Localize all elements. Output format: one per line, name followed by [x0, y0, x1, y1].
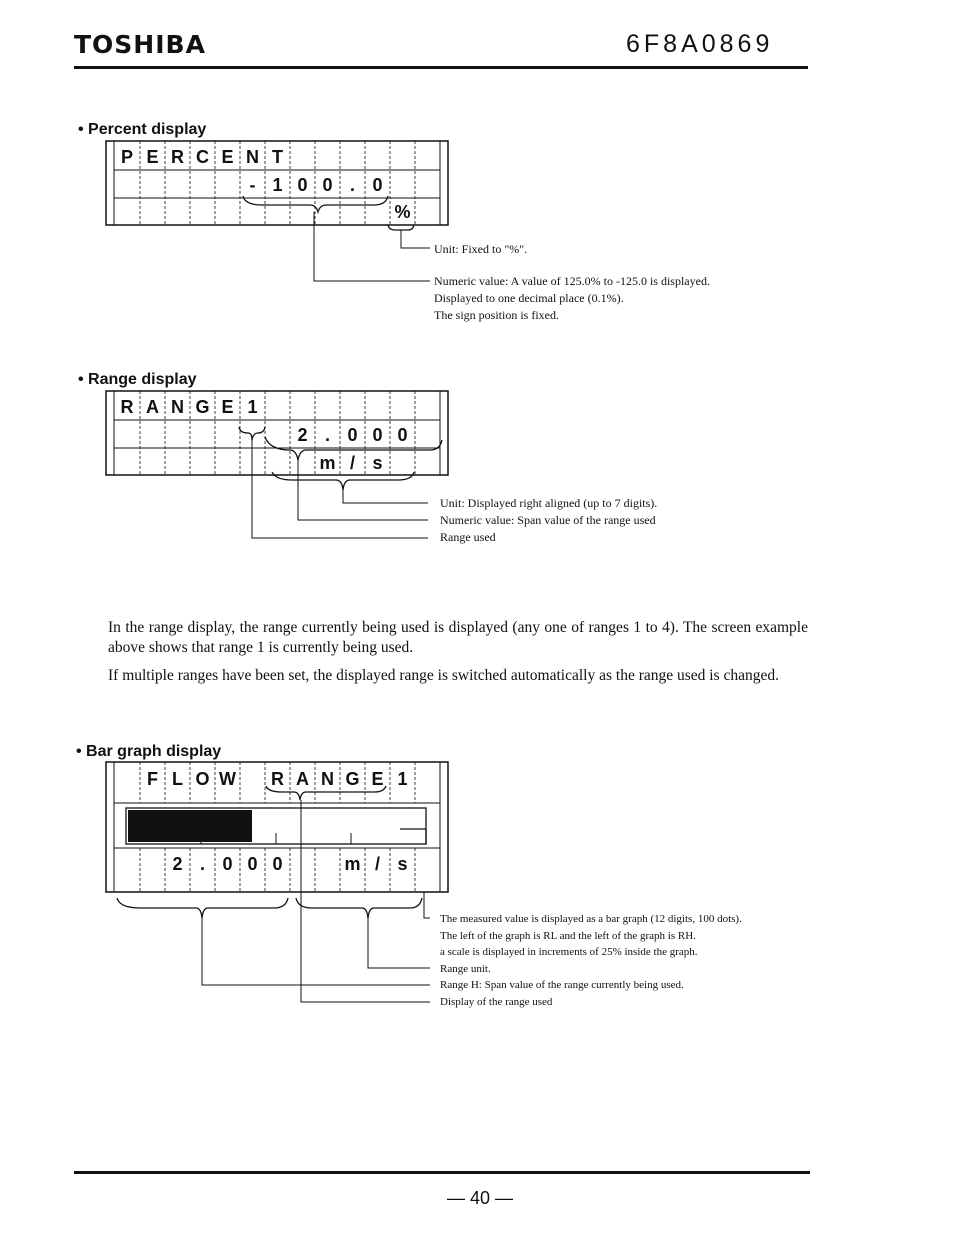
bargraph-row3b-char: s [397, 854, 408, 874]
percent-row1-char: E [221, 147, 234, 167]
range-row3-char: / [349, 453, 356, 473]
bargraph-range-used-note: Display of the range used [440, 996, 553, 1008]
bargraph-bar-note-3: a scale is displayed in increments of 25% inside the graph. [440, 946, 698, 958]
range-row1-char: E [221, 397, 234, 417]
percent-row2-char: 0 [297, 175, 308, 195]
percent-row1-char: N [246, 147, 259, 167]
bargraph-row3a-char: . [199, 854, 206, 874]
body-paragraph-1: In the range display, the range currently being used is displayed (any one of ranges 1 to 4). The screen example above shows that range 1 is currently being used. [108, 619, 808, 656]
bargraph-row3a-char: 0 [247, 854, 258, 874]
percent-display-heading: • Percent display [78, 121, 207, 138]
percent-row2-char: - [249, 175, 256, 195]
bargraph-row1a-char: L [172, 769, 183, 789]
percent-row1-char: C [196, 147, 209, 167]
document-number: 6F8A0869 [626, 30, 774, 58]
bargraph-row1a-char: O [195, 769, 210, 789]
range-unit-leader [343, 490, 428, 503]
range-row1-char: 1 [247, 397, 258, 417]
range-row2-char: 0 [397, 425, 408, 445]
bargraph-row1b-char: R [271, 769, 284, 789]
percent-row2-char: . [349, 175, 356, 195]
percent-numeric-note-2: Displayed to one decimal place (0.1%). [434, 291, 624, 305]
brand-logo: TOSHIBA [74, 30, 206, 59]
range-used-leader [252, 440, 428, 538]
range-row3-char: m [319, 453, 336, 473]
bargraph-range-unit-note: Range unit. [440, 963, 491, 975]
range-number-brace [239, 427, 265, 440]
percent-unit-leader [401, 230, 430, 248]
bargraph-row1b-char: 1 [397, 769, 408, 789]
range-row1-char: R [120, 397, 134, 417]
bargraph-rangeh-leader [202, 918, 430, 985]
bargraph-bar-note-1: The measured value is displayed as a bar graph (12 digits, 100 dots). [440, 913, 742, 925]
bargraph-row3b-char: m [344, 854, 361, 874]
bargraph-row1a-char: F [147, 769, 158, 789]
percent-numeric-note-1: Numeric value: A value of 125.0% to -125.0 is displayed. [434, 274, 710, 288]
bargraph-display-heading: • Bar graph display [76, 743, 222, 760]
range-row2-char: 0 [347, 425, 358, 445]
range-row1-char: G [195, 397, 210, 417]
bargraph-row3b-char: / [374, 854, 381, 874]
percent-row1-char: R [171, 147, 184, 167]
range-used-note: Range used [440, 530, 496, 544]
range-unit-note: Unit: Displayed right aligned (up to 7 digits). [440, 496, 658, 510]
range-row2-char: 2 [297, 425, 308, 445]
percent-unit-note: Unit: Fixed to "%". [434, 242, 528, 256]
bargraph-row1b-char: A [296, 769, 309, 789]
range-row2-char: 0 [372, 425, 383, 445]
range-numeric-leader [298, 460, 428, 520]
range-numeric-note: Numeric value: Span value of the range used [440, 513, 656, 527]
percent-row1-char: P [120, 147, 134, 167]
body-paragraph-2: If multiple ranges have been set, the displayed range is switched automatically as the range used is changed. [108, 667, 780, 684]
bargraph-row3a-char: 0 [272, 854, 283, 874]
bargraph-row3a-char: 2 [172, 854, 183, 874]
percent-row1-char: T [272, 147, 283, 167]
percent-row2-char: 0 [372, 175, 383, 195]
bargraph-row1b-char: N [321, 769, 334, 789]
percent-unit-char: % [394, 202, 411, 222]
range-row1-char: N [171, 397, 184, 417]
bargraph-row1a-char: W [219, 769, 236, 789]
bargraph-row1b-char: E [371, 769, 384, 789]
bargraph-bar-note-2: The left of the graph is RL and the left of the graph is RH. [440, 930, 696, 942]
range-row1-char: A [146, 397, 159, 417]
bargraph-bar-leader [424, 892, 430, 918]
bargraph-unit-leader [368, 918, 430, 968]
bargraph-value-brace [117, 898, 288, 918]
range-row2-char: . [324, 425, 331, 445]
percent-row2-char: 0 [322, 175, 333, 195]
page-number: — 40 — [446, 1188, 514, 1208]
bargraph-fill [128, 810, 252, 842]
footer-rule [74, 1171, 810, 1174]
range-row3-char: s [372, 453, 383, 473]
percent-numeric-leader [314, 212, 430, 281]
bargraph-range-used-leader [301, 800, 430, 1002]
bargraph-rangeh-note: Range H: Span value of the range currently being used. [440, 979, 684, 991]
range-display-heading: • Range display [78, 371, 197, 388]
percent-numeric-note-3: The sign position is fixed. [434, 308, 559, 322]
percent-row2-char: 1 [272, 175, 283, 195]
bargraph-row3a-char: 0 [222, 854, 233, 874]
bargraph-row1b-char: G [345, 769, 360, 789]
bargraph-unit-brace [296, 898, 422, 918]
percent-row1-char: E [146, 147, 159, 167]
